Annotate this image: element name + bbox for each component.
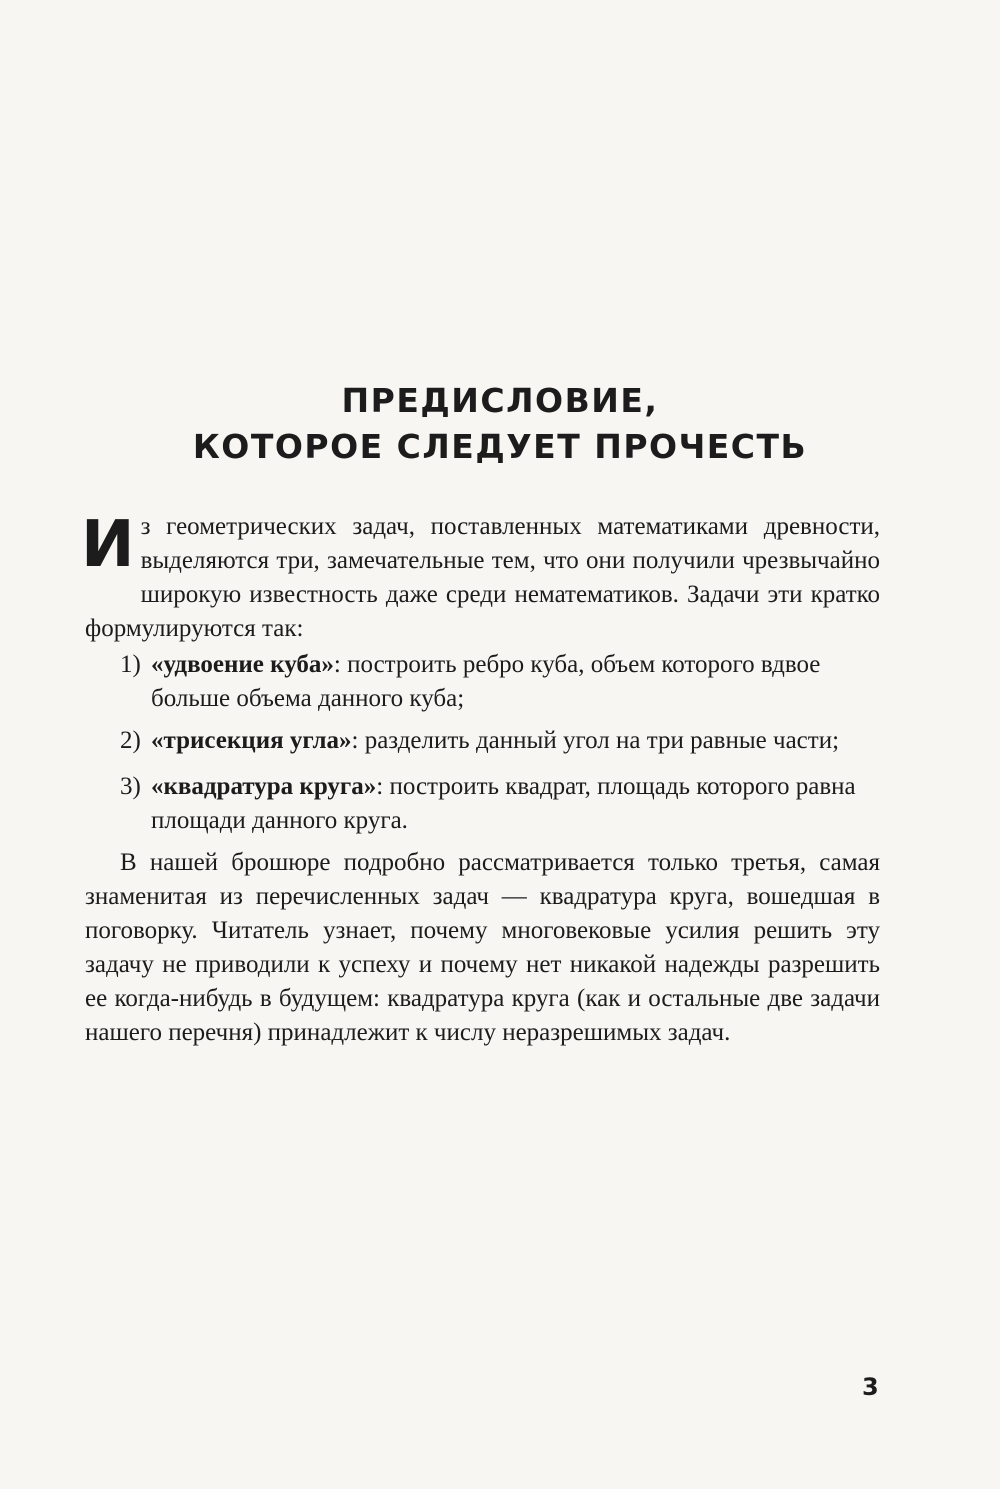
list-item-text: : разделить данный угол на три равные части; bbox=[351, 727, 840, 754]
list-item-number: 3) bbox=[120, 773, 141, 800]
list-item-text: : построить квадрат, площадь которого равна площади данного круга. bbox=[151, 773, 856, 834]
second-paragraph: В нашей брошюре подробно рассматривается только третья, самая знаменитая из перечисленных задач — квадратура круга, вошедшая в поговорку. Читатель узнает, почему многовековые усилия решить эту задачу не приводили к успеху и почему нет никакой надежды разрешить ее когда-нибудь в будущем: квадратура круга (как и остальные две задачи нашего перечня) принадлежит к числу неразрешимых задач. bbox=[85, 849, 880, 1046]
chapter-title bbox=[120, 378, 880, 470]
chapter-title-line-2: КОТОРОЕ СЛЕДУЕТ ПРОЧЕСТЬ bbox=[192, 427, 808, 466]
intro-paragraph bbox=[81, 508, 880, 646]
page-number: 3 bbox=[862, 1373, 879, 1401]
chapter-title-line-1: ПРЕДИСЛОВИЕ, bbox=[341, 381, 659, 420]
list-item-term: «удвоение куба» bbox=[151, 651, 334, 678]
list-item-number: 2) bbox=[120, 727, 141, 754]
list-item-term: «трисекция угла» bbox=[151, 727, 352, 754]
list-item-3 bbox=[120, 770, 880, 838]
list-item-1 bbox=[120, 648, 880, 716]
list-item-text: : построить ребро куба, объем которого вдвое больше объема данного куба; bbox=[151, 651, 821, 712]
list-item-number: 1) bbox=[120, 651, 141, 678]
list-item-2 bbox=[120, 724, 880, 758]
drop-cap-letter: И bbox=[81, 508, 135, 582]
list-item-term: «квадратура круга» bbox=[151, 773, 377, 800]
intro-paragraph-text: з геометрических задач, поставленных математиками древности, выделяются три, замечательные тем, что они получили чрезвычайно широкую известность даже среди нематематиков. Задачи эти кратко формулируются так: bbox=[85, 513, 880, 642]
